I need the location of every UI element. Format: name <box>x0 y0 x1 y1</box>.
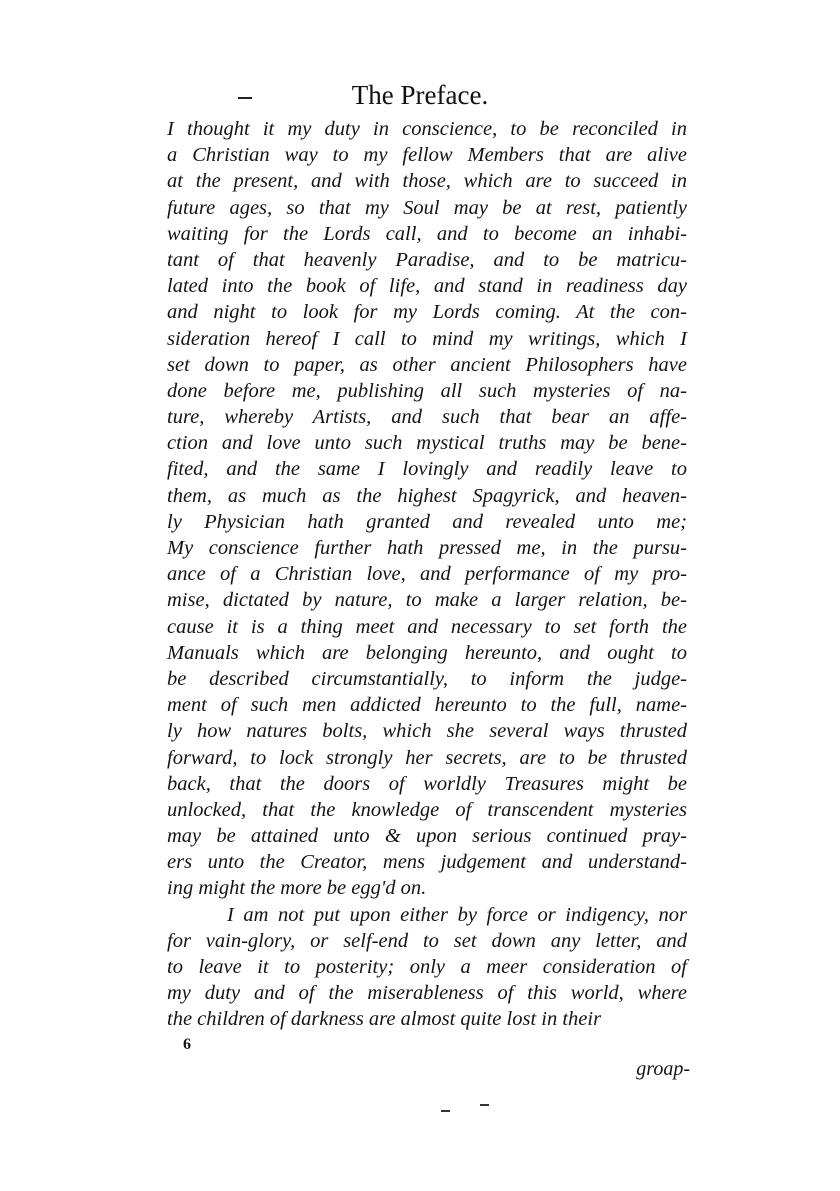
preface-body-text <box>167 116 687 1033</box>
text-line: cause it is a thing meet and necessary to set forth the <box>167 615 687 638</box>
text-line: a Christian way to my fellow Members that are alive <box>167 144 687 167</box>
text-line: done before me, publishing all such mysteries of na- <box>167 379 687 402</box>
text-line: at the present, and with those, which are to succeed in <box>167 170 687 193</box>
text-line: I thought it my duty in conscience, to be reconciled in <box>167 118 687 140</box>
text-line: ly how natures bolts, which she several ways thrusted <box>167 720 687 743</box>
text-line: sideration hereof I call to mind my writings, which I <box>167 327 687 350</box>
text-line: the children of darkness are almost quite lost in their <box>167 1008 602 1031</box>
text-line: fited, and the same I lovingly and readily leave to <box>167 458 687 481</box>
text-line: my duty and of the miserableness of this world, where <box>167 982 687 1005</box>
text-line: lated into the book of life, and stand in readiness day <box>167 275 687 298</box>
page-title: The Preface. <box>351 80 489 110</box>
text-line: Manuals which are belonging hereunto, and ought to <box>167 641 687 664</box>
text-line: forward, to lock strongly her secrets, are to be thrusted <box>167 746 687 769</box>
text-line: and night to look for my Lords coming. At the con- <box>167 301 687 324</box>
text-line: ly Physician hath granted and revealed unto me; <box>167 510 687 533</box>
text-line: ture, whereby Artists, and such that bear an affe- <box>167 406 687 429</box>
text-line: back, that the doors of worldly Treasures might be <box>167 772 687 795</box>
text-line: be described circumstantially, to inform the judge- <box>167 667 687 690</box>
text-line: tant of that heavenly Paradise, and to be matricu- <box>167 248 687 271</box>
text-line: may be attained unto & upon serious continued pray- <box>167 825 687 848</box>
text-line: ing might the more be egg'd on. <box>167 877 427 900</box>
text-line: I am not put upon either by force or indigency, nor <box>227 903 687 926</box>
text-line: ment of such men addicted hereunto to the full, name- <box>167 694 687 717</box>
catchword: groap- <box>636 1058 690 1080</box>
signature-mark: 6 <box>183 1036 191 1053</box>
text-line: waiting for the Lords call, and to become an inhabi- <box>167 222 687 245</box>
text-line: ance of a Christian love, and performance of my pro- <box>167 563 687 586</box>
text-line: future ages, so that my Soul may be at rest, patiently <box>167 196 687 219</box>
footer-mark <box>441 1110 450 1112</box>
text-line: for vain-glory, or self-end to set down any letter, and <box>167 929 687 952</box>
text-line: mise, dictated by nature, to make a larger relation, be- <box>167 589 687 612</box>
text-line: My conscience further hath pressed me, in the pursu- <box>167 537 687 559</box>
text-line: to leave it to posterity; only a meer consideration of <box>167 956 687 978</box>
text-line: set down to paper, as other ancient Philosophers have <box>167 353 687 376</box>
text-line: ction and love unto such mystical truths may be bene- <box>167 432 687 455</box>
footer-mark <box>480 1104 489 1106</box>
text-line: unlocked, that the knowledge of transcendent mysteries <box>167 798 687 821</box>
text-line: them, as much as the highest Spagyrick, and heaven- <box>167 484 687 507</box>
text-line: ers unto the Creator, mens judgement and understand- <box>167 851 687 874</box>
